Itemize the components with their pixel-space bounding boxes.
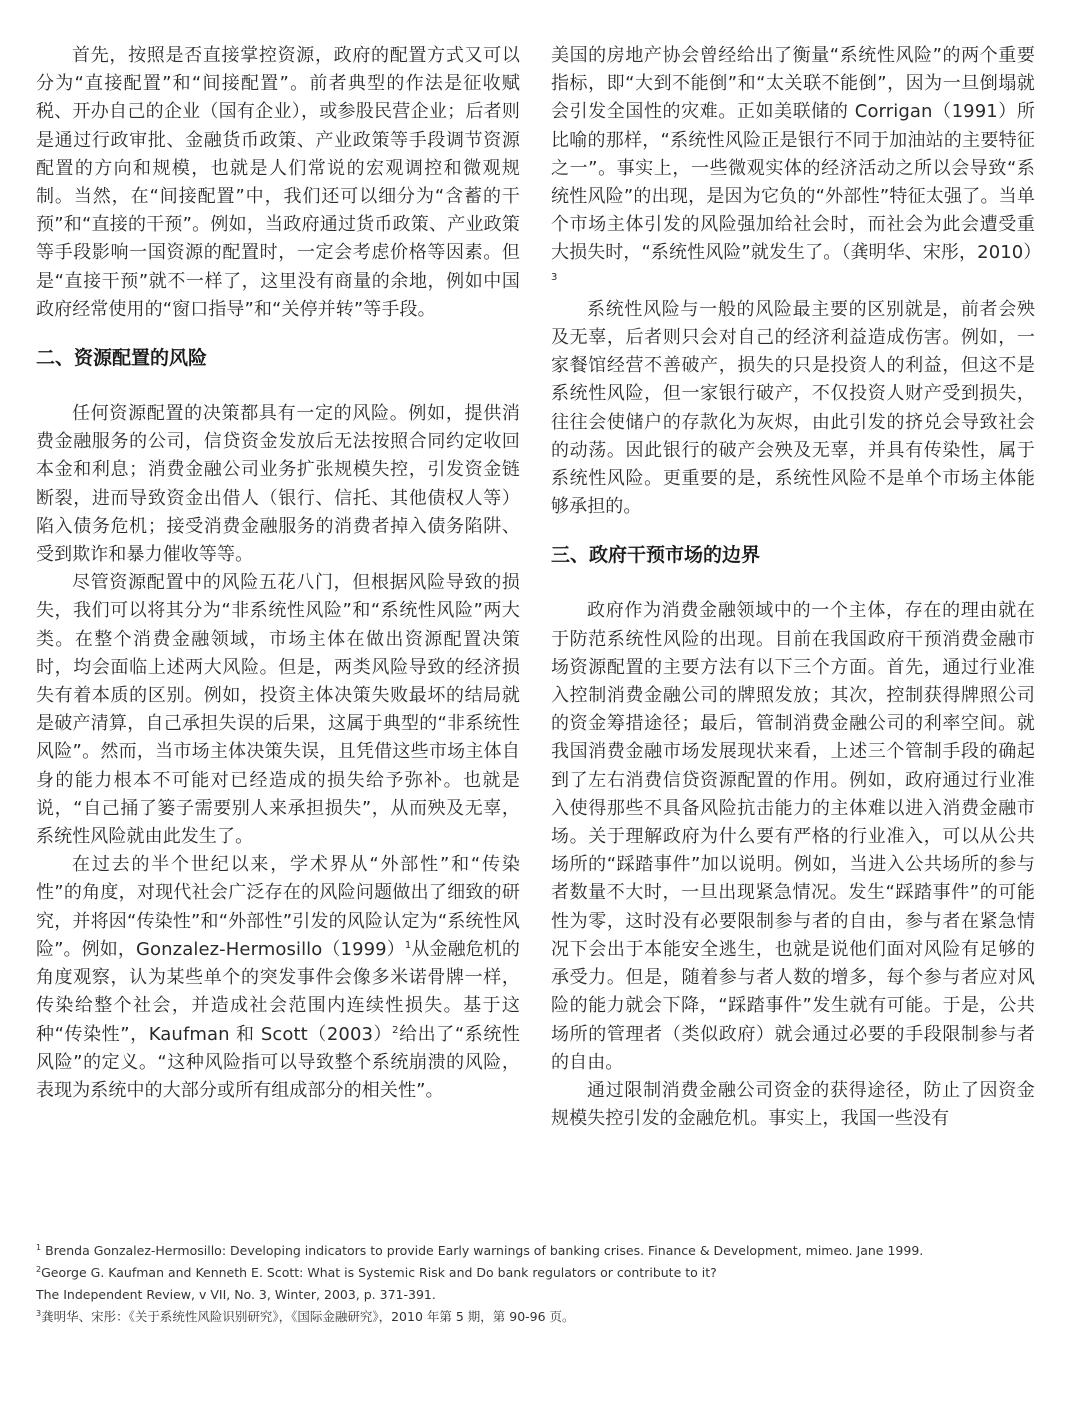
paragraph-systemic-vs-general-risk: 系统性风险与一般的风险最主要的区别就是，前者会殃及无辜，后者则只会对自己的经济利益造成伤害。例如，一家餐馆经营不善破产，损失的只是投资人的利益，但这不是系统性风险，但一家银行破产，不仅投资人财产受到损失，往往会使储户的存款化为灰烬，由此引发的挤兑会导致社会的动荡。因此银行的破产会殃及无辜，并具有传染性，属于系统性风险。更重要的是，系统性风险不是单个市场主体能够承担的。	[551, 298, 1035, 518]
section-heading-resource-allocation-risk: 二、资源配置的风险	[36, 347, 208, 370]
paragraph-government-role: 政府作为消费金融领域中的一个主体，存在的理由就在于防范系统性风险的出现。目前在我国政府干预消费金融市场资源配置的主要方法有以下三个方面。首先，通过行业准入控制消费金融公司的牌照发放；其次，控制获得牌照公司的资金筹措途径；最后，管制消费金融公司的利率空间。就我国消费金融市场发展现状来看，上述三个管制手段的确起到了左右消费信贷资源配置的作用。例如，政府通过行业准入使得那些不具备风险抗击能力的主体难以进入消费金融市场。关于理解政府为什么要有严格的行业准入，可以从公共场所的“踩踏事件”加以说明。例如，当进入公共场所的参与者数量不大时，一旦出现紧急情况。发生“踩踏事件”的可能性为零，这时没有必要限制参与者的自由，参与者在紧急情况下会出于本能安全逃生，也就是说他们面对风险有足够的承受力。但是，随着参与者人数的增多，每个参与者应对风险的能力就会下降，“踩踏事件”发生就有可能。于是，公共场所的管理者（类似政府）就会通过必要的手段限制参与者的自由。	[551, 600, 1035, 1073]
paragraph-systemic-risk-research: 在过去的半个世纪以来，学术界从“外部性”和“传染性”的角度，对现代社会广泛存在的风险问题做出了细致的研究，并将因“传染性”和“外部性”引发的风险认定为“系统性风险”。例如，Gonzalez-$Hermosillo(1999)^1$从金融危机的角度观察，认为某些单个的突发事件会像多米诺骨牌一样，传染给整个社会，并造成社会范围内连续性损失。基于这种“传染性”，Kaufman 和 $Scott(2003)^2$给出了“系统性风险”的定义。“这种风险指可以导致整个系统崩溃的风险，表现为系统中的大部分或所有组成部分的相关性”。	[36, 854, 521, 1101]
footnote-1: $^1$ Brenda Gonzalez-Hermosillo: Developing indicators to provide Early warnings of banking crises. Finance & Development, mimeo. Jane 1999.	[36, 1243, 924, 1258]
footnote-2-continued: The Independent Review, v VII, No. 3, Winter, 2003, p. 371-391.	[36, 1287, 436, 1302]
footnote-ref-2[interactable]: 2	[392, 1024, 399, 1036]
section-heading-government-intervention: 三、政府干预市场的边界	[551, 544, 761, 567]
footnotes	[36, 1240, 1046, 1328]
paragraph-systemic-risk-indicators: 美国的房地产协会曾经给出了衡量“系统性风险”的两个重要指标，即“大到不能倒”和“太关联不能倒”，因为一旦倒塌就会引发全国性的灾难。正如美联储的 Corrigan（1991）所比喻的那样，“系统性风险正是银行不同于加油站的主要特征之一”。事实上，一些微观实体的经济活动之所以会导致“系统性风险”的出现，是因为它负的“外部性”特征太强了。当单个市场主体引发的风险强加给社会时，而社会为此会遭受重大损失时，“系统性风险”就发生了。（龚明华、宋彤，2010）$^3$	[551, 45, 1042, 283]
paragraph-decision-risk: 任何资源配置的决策都具有一定的风险。例如，提供消费金融服务的公司，信贷资金发放后无法按照合同约定收回本金和利息；消费金融公司业务扩张规模失控，引发资金链断裂，进而导致资金出借人（银行、信托、其他债权人等）陷入债务危机；接受消费金融服务的消费者掉入债务陷阱、受到欺诈和暴力催收等等。	[36, 403, 520, 566]
right-column	[551, 42, 1042, 1133]
paragraph-risk-classification: 尽管资源配置中的风险五花八门，但根据风险导致的损失，我们可以将其分为“非系统性风险”和“系统性风险”两大类。在整个消费金融领域，市场主体在做出资源配置决策时，均会面临上述两大风险。但是，两类风险导致的经济损失有着本质的区别。例如，投资主体决策失败最坏的结局就是破产清算，自己承担失误的后果，这属于典型的“非系统性风险”。然而，当市场主体决策失误，且凭借这些市场主体自身的能力根本不可能对已经造成的损失给予弥补。也就是说，“自己捅了篓子需要别人来承担损失”，从而殃及无辜，系统性风险就由此发生了。	[36, 572, 520, 848]
footnote-2: $^2$George G. Kaufman and Kenneth E. Scott: What is Systemic Risk and Do bank regulators or contribute to it?	[36, 1265, 717, 1280]
footnote-3: $^3$龚明华、宋彤：《关于系统性风险识别研究》，《国际金融研究》，2010 年第 5 期，第 90-96 页。	[36, 1309, 575, 1324]
footnote-ref-1[interactable]: 1	[404, 939, 412, 951]
paragraph-fund-restriction: 通过限制消费金融公司资金的获得途径，防止了因资金规模失控引发的金融危机。事实上，我国一些没有	[551, 1079, 1035, 1130]
paragraph-direct-indirect-allocation: 首先，按照是否直接掌控资源，政府的配置方式又可以分为“直接配置”和“间接配置”。前者典型的作法是征收赋税、开办自己的企业（国有企业），或参股民营企业；后者则是通过行政审批、金融货币政策、产业政策等手段调节资源配置的方向和规模，也就是人们常说的宏观调控和微观规制。当然，在“间接配置”中，我们还可以细分为“含蓄的干预”和“直接的干预”。例如，当政府通过货币政策、产业政策等手段影响一国资源的配置时，一定会考虑价格等因素。但是“直接干预”就不一样了，这里没有商量的余地，例如中国政府经常使用的“窗口指导”和“关停并转”等手段。	[36, 45, 520, 320]
left-column	[36, 42, 520, 1105]
footnote-ref-3[interactable]: 3	[551, 271, 558, 283]
